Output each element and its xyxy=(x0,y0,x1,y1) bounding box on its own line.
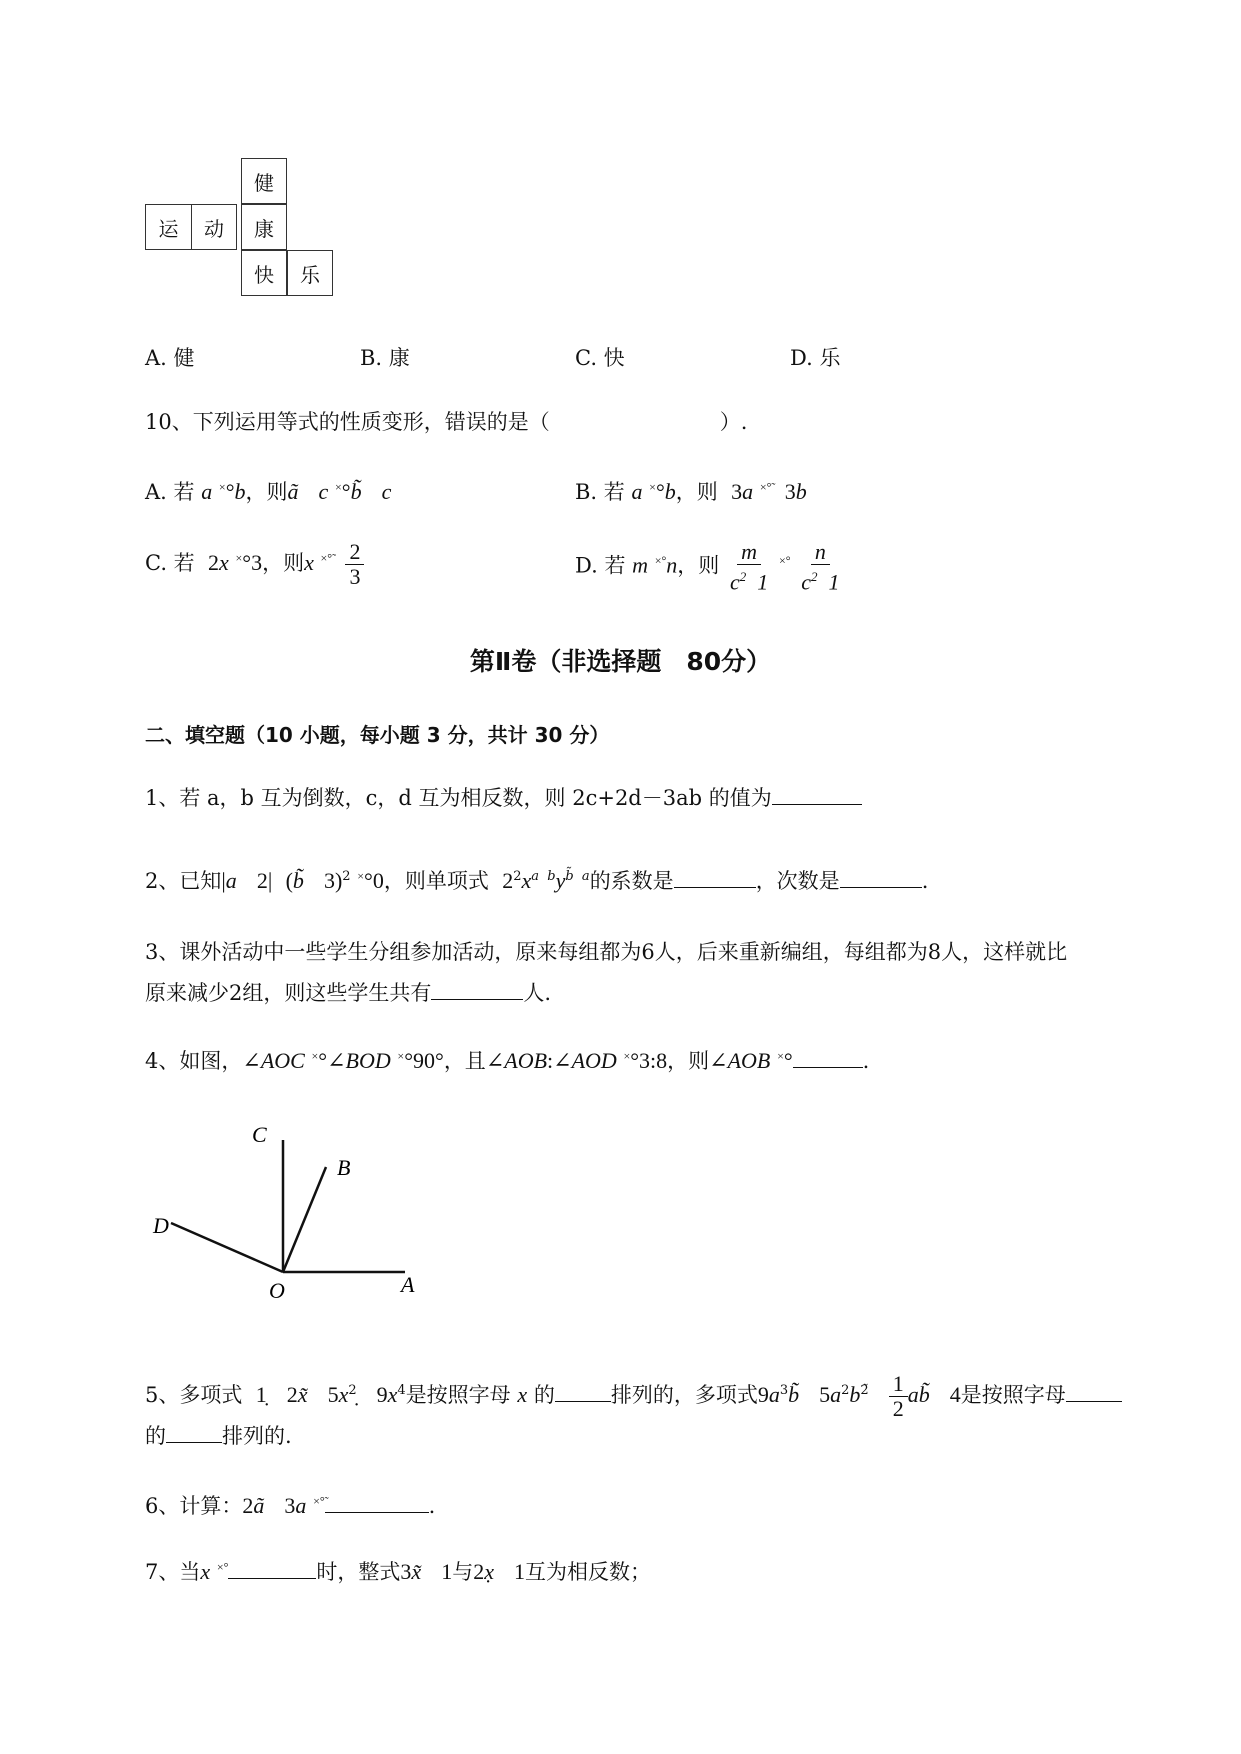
cube-net-cell: 快 xyxy=(241,250,287,296)
label-o: O xyxy=(269,1278,285,1303)
label-c: C xyxy=(252,1122,267,1147)
q9-option-b: B. 康 xyxy=(360,346,410,370)
section-subtitle: 二、填空题（10 小题，每小题 3 分，共计 30 分） xyxy=(145,723,610,747)
cube-net-cell: 运 xyxy=(145,204,191,250)
q10-option-d: D. 若 m ×°n，则 $\frac{m}{c^2 1}$ ×° $\frac{n}{c^2 1}$ xyxy=(575,539,840,595)
q10-option-a: A. 若 a ×°b，则ã c ×°b̃ c xyxy=(145,479,392,504)
cube-net xyxy=(145,158,337,300)
fill-q3-line1: 3、课外活动中一些学生分组参加活动，原来每组都为6人，后来重新编组，每组都为8人，这样就比 xyxy=(145,940,1068,964)
fill-q4: 4、如图，∠AOC ×°∠BOD ×°90°，且∠AOB:∠AOD ×°3:8，则∠AOB ×° . xyxy=(145,1048,870,1073)
q10-option-c: C. 若 2x ×°3，则x ×°̃ $\frac{2}{3}$ xyxy=(145,540,364,589)
q10-stem: 10、下列运用等式的性质变形，错误的是（ ）. xyxy=(145,410,748,434)
fill-q5-line1: 5、多项式 1̣ 2x̃ $5x^2$ $9x^4$是按照字母 x 的 排列的，多项式$9a^3b̃$ $5a^2b^{2̃}$ $\frac{1}{2}$ ab̃ 4是按照字母 xyxy=(145,1372,1122,1421)
label-b: B xyxy=(337,1155,351,1180)
q10-option-b: B. 若 a ×°b，则 3a ×°̃ 3b xyxy=(575,479,807,504)
label-a: A xyxy=(401,1272,415,1297)
cube-net-cell: 乐 xyxy=(287,250,333,296)
q9-option-c: C. 快 xyxy=(575,346,625,370)
ray-od xyxy=(171,1223,283,1272)
cube-net-cell: 健 xyxy=(241,158,287,204)
fill-q3-line2: 原来减少2组，则这些学生共有 人. xyxy=(145,981,552,1005)
q9-option-d: D. 乐 xyxy=(790,346,841,370)
angle-diagram xyxy=(145,1120,435,1310)
ray-ob xyxy=(283,1167,326,1272)
fill-q6: 6、计算：2ã 3a ×°̃ . xyxy=(145,1493,436,1518)
fill-q5-line2: 的 排列的. xyxy=(145,1424,292,1448)
q9-option-a: A. 健 xyxy=(145,346,195,370)
section-title: 第Ⅱ卷（非选择题 80分） xyxy=(469,647,772,676)
label-d: D xyxy=(153,1213,169,1238)
fill-q1: 1、若 a，b 互为倒数，c，d 互为相反数，则 2c+2d－3ab 的值为 xyxy=(145,784,862,812)
cube-net-cell: 康 xyxy=(241,204,287,250)
fill-q7: 7、当x ×° 时，整式3x̃ 1与2x̣ 1互为相反数； xyxy=(145,1559,651,1584)
cube-net-cell: 动 xyxy=(191,204,237,250)
fill-q2: 2、已知|a 2| (b̃ 3)$^2$ ×°0，则单项式 $2^2x^{a b}y^{b̃ a}$的系数是 ，次数是 . xyxy=(145,868,929,893)
